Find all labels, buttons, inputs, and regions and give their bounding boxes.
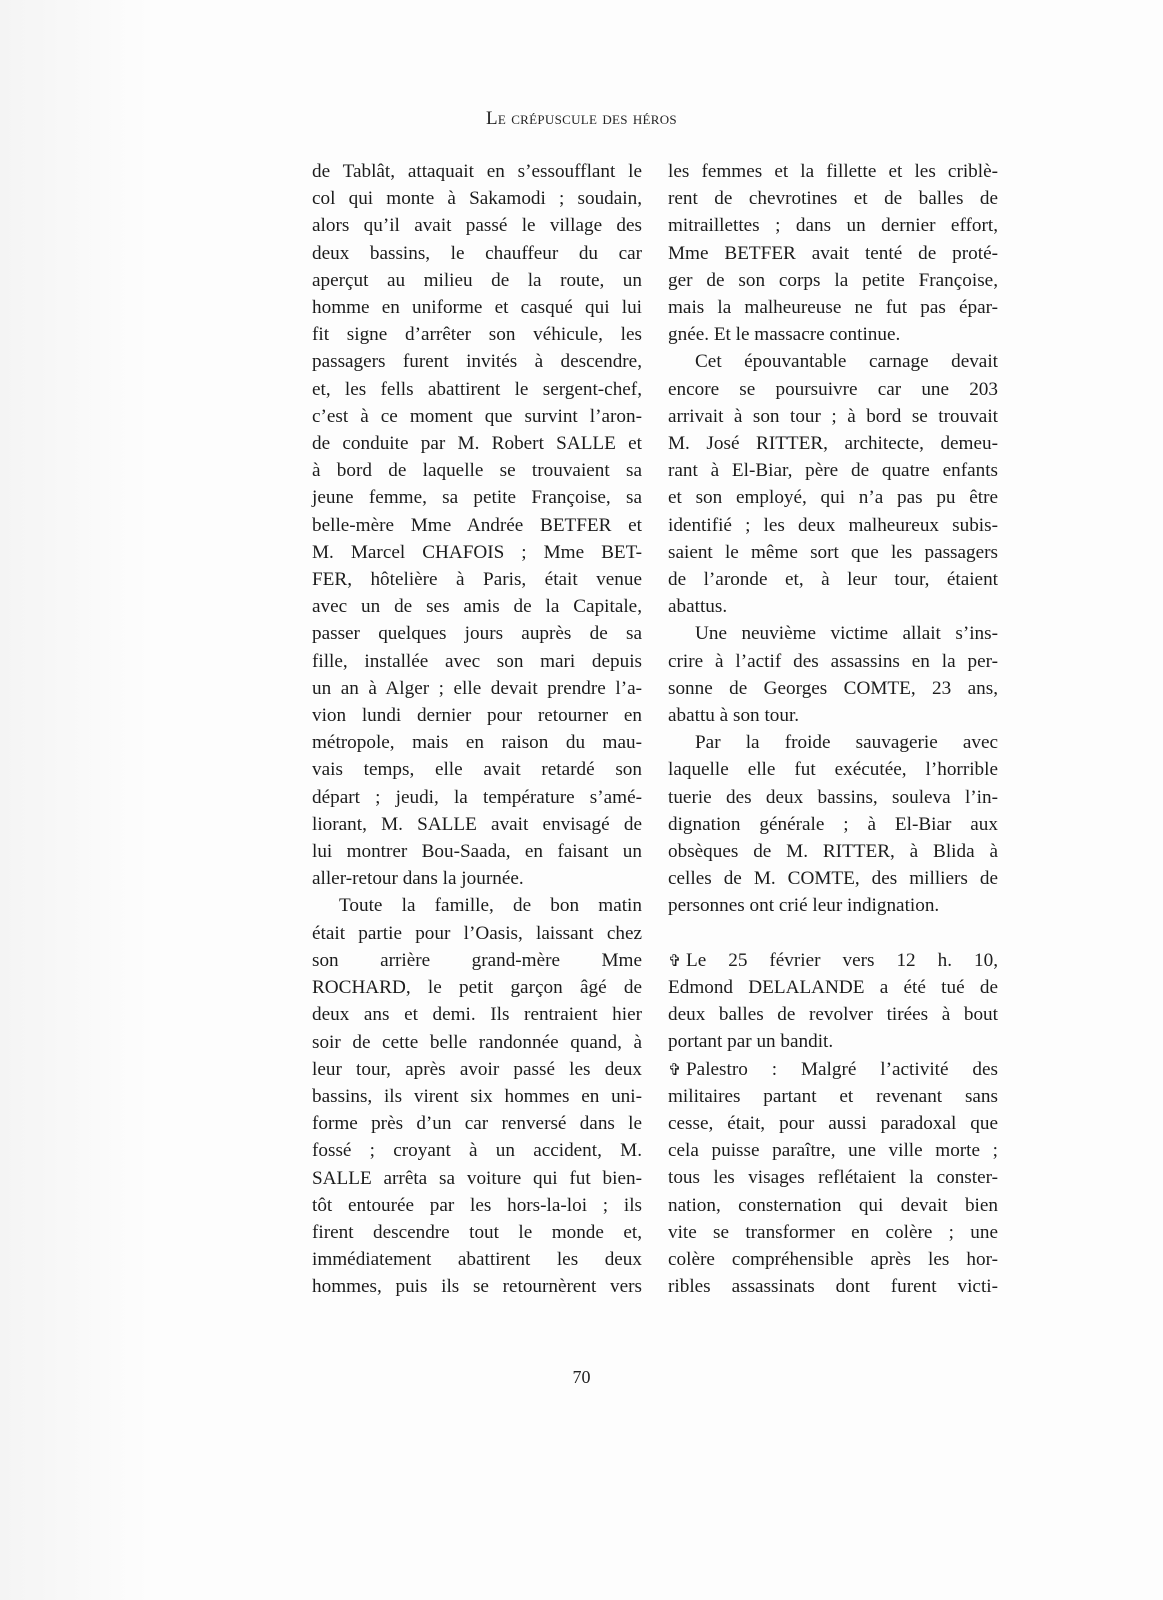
text-line: Mme BETFER avait tenté de proté-: [668, 242, 998, 264]
text-line: colère compréhensible après les hor-: [668, 1248, 998, 1270]
running-header: Le crépuscule des héros: [486, 108, 677, 129]
text-line: jeune femme, sa petite Françoise, sa: [312, 487, 642, 509]
text-line: Une neuvième victime allait s’ins-: [695, 623, 998, 645]
text-line: abattus.: [668, 596, 728, 618]
text-line: Cet épouvantable carnage devait: [695, 351, 998, 373]
text-line: portant par un bandit.: [668, 1031, 834, 1053]
text-line: alors qu’il avait passé le village des: [312, 215, 642, 237]
text-line: firent descendre tout le monde et,: [312, 1221, 642, 1243]
text-line: deux ans et demi. Ils rentraient hier: [312, 1004, 642, 1026]
text-line: deux bassins, le chauffeur du car: [312, 242, 642, 264]
text-line: lui montrer Bou-Saada, en faisant un: [312, 841, 642, 863]
text-line: laquelle elle fut exécutée, l’horrible: [668, 759, 998, 781]
text-line: vais temps, elle avait retardé son: [312, 759, 642, 781]
text-line: FER, hôtelière à Paris, était venue: [312, 569, 642, 591]
text-line: de conduite par M. Robert SALLE et: [312, 433, 642, 455]
text-line: militaires partant et revenant sans: [668, 1085, 998, 1107]
text-line: vite se transformer en colère ; une: [668, 1221, 998, 1243]
latin-cross-icon: ✞: [668, 950, 682, 970]
text-line: SALLE arrêta sa voiture qui fut bien-: [312, 1167, 642, 1189]
text-line: ribles assassinats dont furent victi-: [668, 1276, 998, 1298]
text-line: de l’aronde et, à leur tour, étaient: [668, 569, 998, 591]
text-line: dignation générale ; à El-Biar aux: [668, 813, 998, 835]
text-line: avec un de ses amis de la Capitale,: [312, 596, 642, 618]
text-line: Toute la famille, de bon matin: [339, 895, 642, 917]
text-line: à bord de laquelle se trouvaient sa: [312, 460, 642, 482]
text-column-right: [668, 158, 998, 1300]
text-line: vion lundi dernier pour retourner en: [312, 705, 642, 727]
text-line: Palestro : Malgré l’activité des: [686, 1058, 998, 1080]
text-line: arrivait à son tour ; à bord se trouvait: [668, 405, 998, 427]
text-line: aperçut au milieu de la route, un: [312, 269, 642, 291]
text-line: aller-retour dans la journée.: [312, 868, 524, 890]
text-line: ger de son corps la petite Françoise,: [668, 269, 998, 291]
text-line: était partie pour l’Oasis, laissant chez: [312, 922, 642, 944]
text-line: soir de cette belle randonnée quand, à: [312, 1031, 642, 1053]
text-line: tôt entourée par les hors-la-loi ; ils: [312, 1194, 642, 1216]
text-line: métropole, mais en raison du mau-: [312, 732, 642, 754]
text-line: c’est à ce moment que survint l’aron-: [312, 405, 642, 427]
text-line: et son employé, qui n’a pas pu être: [668, 487, 998, 509]
text-line: rant à El-Biar, père de quatre enfants: [668, 460, 998, 482]
text-line: celles de M. COMTE, des milliers de: [668, 868, 998, 890]
text-line: saient le même sort que les passagers: [668, 541, 998, 563]
text-line: passer quelques jours auprès de sa: [312, 623, 642, 645]
text-line: départ ; jeudi, la température s’amé-: [312, 786, 642, 808]
text-line: nation, consternation qui devait bien: [668, 1194, 998, 1216]
paragraph-gap: [668, 920, 998, 947]
page-number: 70: [572, 1367, 591, 1387]
text-line: belle-mère Mme Andrée BETFER et: [312, 514, 642, 536]
text-line: Edmond DELALANDE a été tué de: [668, 976, 998, 998]
text-line: tous les visages reflétaient la conster-: [668, 1167, 998, 1189]
text-line: bassins, ils virent six hommes en uni-: [312, 1085, 642, 1107]
text-line: passagers furent invités à descendre,: [312, 351, 642, 373]
text-line: fit signe d’arrêter son véhicule, les: [312, 324, 642, 346]
text-line: rent de chevrotines et de balles de: [668, 188, 998, 210]
text-line: mitraillettes ; dans un dernier effort,: [668, 215, 998, 237]
text-line: personnes ont crié leur indignation.: [668, 895, 940, 917]
text-line: obsèques de M. RITTER, à Blida à: [668, 841, 998, 863]
text-line: Par la froide sauvagerie avec: [695, 732, 998, 754]
text-line: M. José RITTER, architecte, demeu-: [668, 433, 998, 455]
scan-shadow: [0, 0, 150, 1600]
text-line: son arrière grand-mère Mme: [312, 949, 642, 971]
text-line: forme près d’un car renversé dans le: [312, 1113, 642, 1135]
latin-cross-icon: ✞: [668, 1059, 682, 1079]
text-line: abattu à son tour.: [668, 705, 800, 727]
text-line-with-cross: [668, 947, 998, 974]
text-line: gnée. Et le massacre continue.: [668, 324, 901, 346]
text-line: un an à Alger ; elle devait prendre l’a-: [312, 677, 642, 699]
text-line: cesse, était, pour aussi paradoxal que: [668, 1112, 998, 1134]
text-line-with-cross: [668, 1056, 998, 1083]
text-line: ROCHARD, le petit garçon âgé de: [312, 977, 642, 999]
text-line: col qui monte à Sakamodi ; soudain,: [312, 188, 642, 210]
text-line: mais la malheureuse ne fut pas épar-: [668, 297, 998, 319]
text-line: et, les fells abattirent le sergent-chef,: [312, 378, 642, 400]
text-line: liorant, M. SALLE avait envisagé de: [312, 813, 642, 835]
text-line: identifié ; les deux malheureux subis-: [668, 514, 998, 536]
text-line: homme en uniforme et casqué qui lui: [312, 297, 642, 319]
text-line: de Tablât, attaquait en s’essoufflant le: [312, 161, 642, 182]
text-line: immédiatement abattirent les deux: [312, 1249, 642, 1271]
text-column-left: [312, 158, 642, 1301]
text-line: cela puisse paraître, une ville morte ;: [668, 1140, 998, 1162]
text-line: encore se poursuivre car une 203: [668, 378, 998, 400]
text-line: sonne de Georges COMTE, 23 ans,: [668, 677, 998, 699]
text-line: fille, installée avec son mari depuis: [312, 650, 642, 672]
text-line: leur tour, après avoir passé les deux: [312, 1058, 642, 1080]
text-line: deux balles de revolver tirées à bout: [668, 1004, 998, 1026]
text-line: hommes, puis ils se retournèrent vers: [312, 1276, 642, 1298]
text-line: fossé ; croyant à un accident, M.: [312, 1140, 642, 1162]
text-line: les femmes et la fillette et les criblè-: [668, 161, 998, 182]
text-line: crire à l’actif des assassins en la per-: [668, 650, 998, 672]
text-line: Le 25 février vers 12 h. 10,: [686, 949, 998, 971]
text-line: tuerie des deux bassins, souleva l’in-: [668, 786, 998, 808]
text-line: M. Marcel CHAFOIS ; Mme BET-: [312, 541, 642, 563]
